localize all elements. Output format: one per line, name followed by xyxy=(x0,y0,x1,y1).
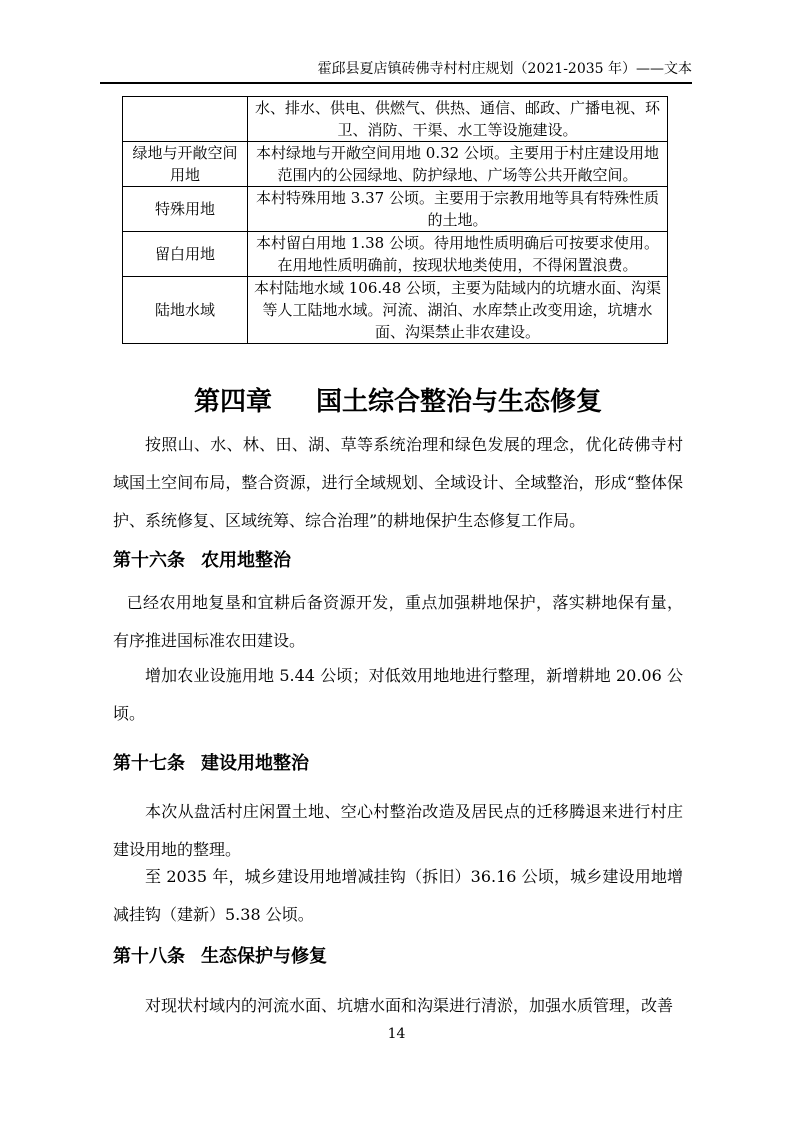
chapter-title: 国土综合整治与生态修复 xyxy=(316,387,603,417)
section-heading-17 xyxy=(113,752,683,776)
table-row xyxy=(123,277,668,344)
section-16-paragraph: 已经农用地复垦和宜耕后备资源开发，重点加强耕地保护，落实耕地保有量，有序推进国标准农田建设。 xyxy=(113,593,683,650)
page-header xyxy=(100,61,692,84)
table-row xyxy=(123,142,668,187)
section-title: 生态保护与修复 xyxy=(201,946,327,967)
table-row xyxy=(123,232,668,277)
section-number: 第十六条 xyxy=(113,550,185,571)
table-cell-content: 本村陆地水域 106.48 公顷，主要为陆域内的坑塘水面、沟渠等人工陆地水域。河流、湖泊、水库禁止改变用途，坑塘水面、沟渠禁止非农建设。 xyxy=(248,277,668,344)
section-17-paragraph: 本次从盘活村庄闲置土地、空心村整治改造及居民点的迁移腾退来进行村庄建设用地的整理。 xyxy=(113,802,683,859)
table-cell-content: 水、排水、供电、供燃气、供热、通信、邮政、广播电视、环卫、消防、干渠、水工等设施建设。 xyxy=(248,97,668,142)
header-title: 霍邱县夏店镇砖佛寺村村庄规划（2021-2035 年）——文本 xyxy=(317,61,692,77)
page-number: 14 xyxy=(387,1026,406,1042)
table-row xyxy=(123,187,668,232)
table-cell-label: 绿地与开敞空间用地 xyxy=(123,142,248,187)
chapter-heading xyxy=(113,384,683,420)
table-cell-label: 特殊用地 xyxy=(123,187,248,232)
section-title: 建设用地整治 xyxy=(201,753,309,774)
table-cell-content: 本村留白用地 1.38 公顷。待用地性质明确后可按要求使用。在用地性质明确前，按现状地类使用，不得闲置浪费。 xyxy=(248,232,668,277)
table-cell-content: 本村特殊用地 3.37 公顷。主要用于宗教用地等具有特殊性质的土地。 xyxy=(248,187,668,232)
table-cell-label: 陆地水域 xyxy=(123,277,248,344)
section-number: 第十八条 xyxy=(113,946,185,967)
section-heading-18 xyxy=(113,945,683,969)
section-title: 农用地整治 xyxy=(201,550,291,571)
page-footer xyxy=(0,1026,793,1043)
chapter-intro-paragraph: 按照山、水、林、田、湖、草等系统治理和绿色发展的理念，优化砖佛寺村域国土空间布局，整合资源，进行全域规划、全域设计、全域整治，形成“整体保护、系统修复、区域统筹、综合治理”的耕地保护生态修复工作局。 xyxy=(113,435,683,530)
table-cell-label xyxy=(123,97,248,142)
section-number: 第十七条 xyxy=(113,753,185,774)
table-row xyxy=(123,97,668,142)
table-cell-content: 本村绿地与开敞空间用地 0.32 公顷。主要用于村庄建设用地范围内的公园绿地、防护绿地、广场等公共开敞空间。 xyxy=(248,142,668,187)
table-cell-label: 留白用地 xyxy=(123,232,248,277)
section-16-paragraph: 增加农业设施用地 5.44 公顷；对低效用地地进行整理，新增耕地 20.06 公顷。 xyxy=(113,666,683,723)
land-use-table xyxy=(122,96,668,344)
section-heading-16 xyxy=(113,549,683,573)
section-18-paragraph: 对现状村域内的河流水面、坑塘水面和沟渠进行清淤，加强水质管理，改善 xyxy=(145,996,674,1015)
chapter-number: 第四章 xyxy=(193,387,272,417)
section-17-paragraph: 至 2035 年，城乡建设用地增减挂钩（拆旧）36.16 公顷，城乡建设用地增减挂钩（建新）5.38 公顷。 xyxy=(113,867,683,924)
